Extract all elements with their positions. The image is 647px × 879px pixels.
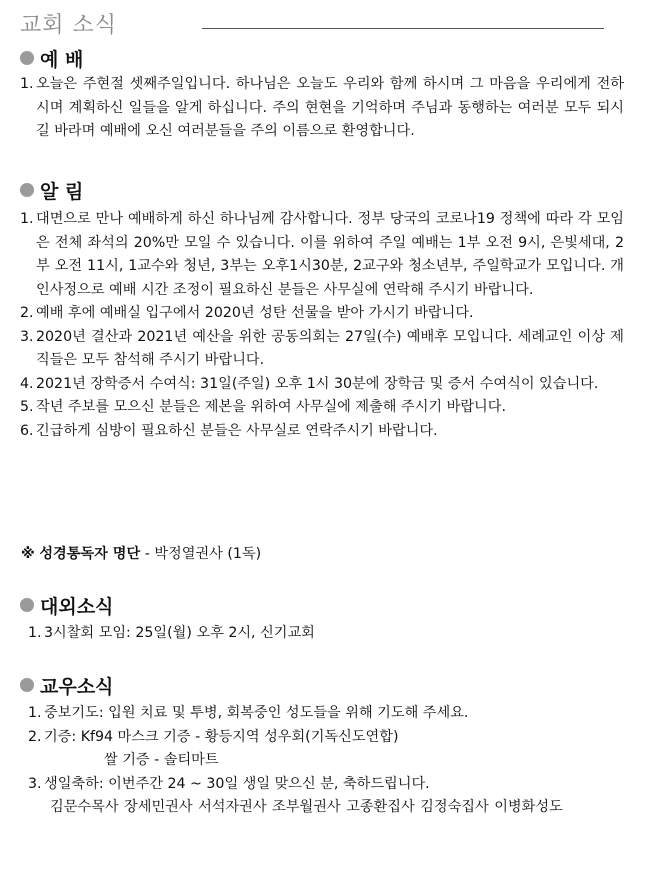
item-text: 예배 후에 예배실 입구에서 2020년 성탄 선물을 받아 가시기 바랍니다. xyxy=(36,305,474,321)
item-text: 대면으로 만나 예배하게 하신 하나님께 감사합니다. 정부 당국의 코로나19 정책에 따라 각 모임은 전체 좌석의 20%만 모일 수 있습니다. 이를 위하여 주일 예배는 1부 오전 9시, 은빛세대, 2부 오전 11시, 1교수와 청년, 3부는 오후1시30분, 2교구와 청소년부, 주일학교가 모입니다. 개인사정으로 예배 시간 조정이 필요하신 분들은 사무실에 연락해 주시기 바랍니다. xyxy=(36,211,624,298)
item-text: 긴급하게 심방이 필요하신 분들은 사무실로 연락주시기 바랍니다. xyxy=(36,422,438,439)
circle-bullet-icon xyxy=(20,183,34,197)
worship-list xyxy=(20,73,624,144)
item-number: 5. xyxy=(20,399,34,415)
item-number: 3. xyxy=(20,328,34,345)
notices-heading xyxy=(20,178,83,202)
item-text: 2021년 장학증서 수여식: 31일(주일) 오후 1시 30분에 장학금 및 증서 수여식이 있습니다. xyxy=(36,375,599,392)
item-number: 1. xyxy=(28,625,42,641)
item-text: 3시찰회 모임: 25일(월) 오후 2시, 신기교회 xyxy=(44,625,315,641)
item-number: 1. xyxy=(28,705,42,721)
external-heading-label: 대외소식 xyxy=(40,595,114,618)
item-number: 1. xyxy=(20,76,34,92)
item-text: 중보기도: 입원 치료 및 투병, 회복중인 성도들을 위해 기도해 주세요. xyxy=(44,705,469,721)
item-number: 2. xyxy=(20,305,34,321)
item-number: 4. xyxy=(20,375,34,392)
members-heading xyxy=(20,673,113,697)
circle-bullet-icon xyxy=(20,598,34,612)
item-subline: 쌀 기증 - 솔티마트 xyxy=(104,752,219,768)
item-number: 1. xyxy=(20,211,34,227)
list-item xyxy=(28,702,624,726)
list-item xyxy=(28,622,624,646)
list-item xyxy=(20,420,624,444)
circle-bullet-icon xyxy=(20,51,34,65)
header-divider xyxy=(202,28,604,29)
list-item xyxy=(20,302,624,326)
list-item xyxy=(20,73,624,144)
bible-reader-label: 성경통독자 명단 xyxy=(39,546,141,562)
worship-heading xyxy=(20,46,83,70)
circle-bullet-icon xyxy=(20,678,34,692)
page-title: 교회 소식 xyxy=(20,13,118,38)
members-heading-label: 교우소식 xyxy=(40,675,114,698)
notices-heading-label: 알 림 xyxy=(40,180,84,203)
bulletin-header xyxy=(20,8,620,40)
item-text: 생일축하: 이번주간 24 ~ 30일 생일 맞으신 분, 축하드립니다. xyxy=(44,775,430,792)
list-item xyxy=(28,773,624,820)
list-item xyxy=(28,726,624,773)
item-text: 2020년 결산과 2021년 예산을 위한 공동의회는 27일(수) 예배후 모입니다. 세례교인 이상 제직들은 모두 참석해 주시기 바랍니다. xyxy=(36,328,624,368)
item-text: 오늘은 주현절 셋째주일입니다. 하나님은 오늘도 우리와 함께 하시며 그 마음을 우리에게 전하시며 계획하신 일들을 알게 하십니다. 주의 현현을 기억하며 주님과 동행하는 여러분 모두 되시길 바라며 예배에 오신 여러분들을 주의 이름으로 환영합니다. xyxy=(36,76,624,139)
notices-list xyxy=(20,208,624,443)
item-number: 6. xyxy=(20,422,34,439)
members-list xyxy=(28,702,624,820)
item-number: 2. xyxy=(28,728,42,745)
list-item xyxy=(20,396,624,420)
list-item xyxy=(20,208,624,302)
list-item xyxy=(20,326,624,373)
bible-reader-text: - 박정열권사 (1독) xyxy=(140,546,262,562)
list-item xyxy=(20,373,624,397)
item-text: 작년 주보를 모으신 분들은 제본을 위하여 사무실에 제출해 주시기 바랍니다. xyxy=(36,399,506,415)
bible-reader-note xyxy=(21,543,261,563)
worship-heading-label: 예 배 xyxy=(40,48,84,71)
reference-mark-icon: ※ xyxy=(21,546,35,562)
item-number: 3. xyxy=(28,775,42,792)
external-list xyxy=(28,622,624,646)
external-heading xyxy=(20,593,113,617)
birthday-names: 김문수목사 장세민권사 서석자권사 조부월권사 고종환집사 김정숙집사 이병화성도 xyxy=(50,799,563,815)
item-text: 기증: Kf94 마스크 기증 - 황등지역 성우회(기독신도연합) xyxy=(44,728,399,745)
